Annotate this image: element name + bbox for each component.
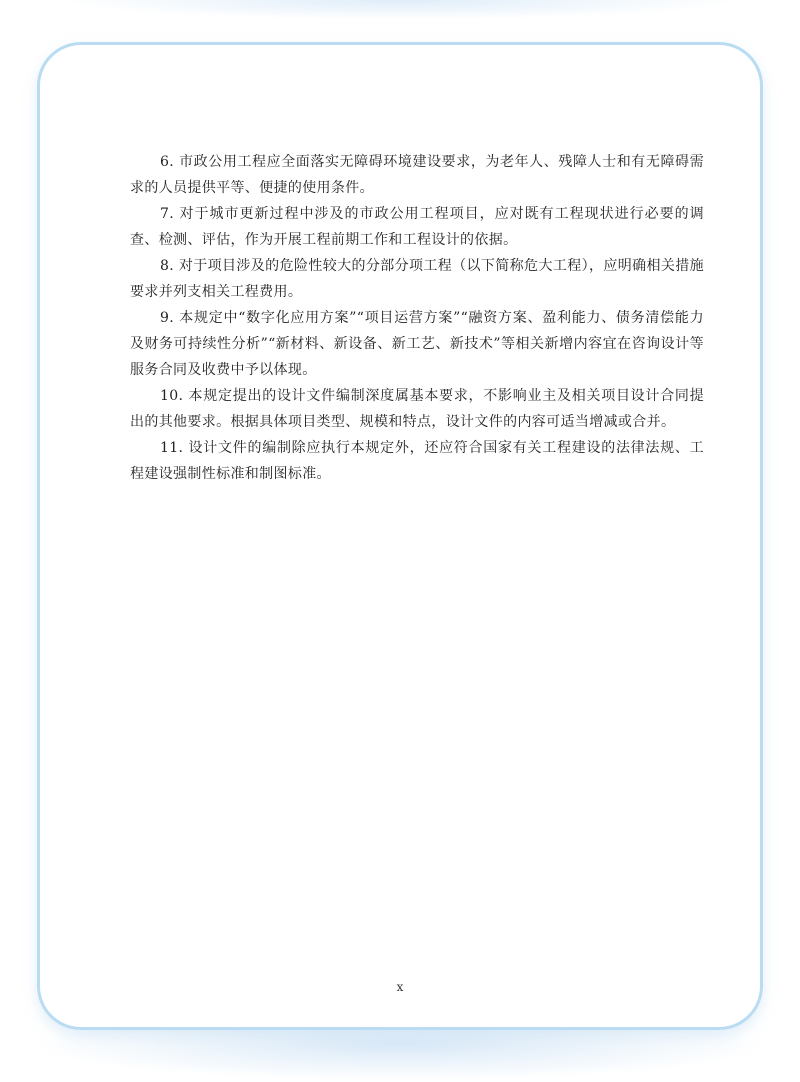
- paragraph-6: 6. 市政公用工程应全面落实无障碍环境建设要求，为老年人、残障人士和有无障碍需求的人员提供平等、便捷的使用条件。: [130, 154, 704, 196]
- page-number: x: [396, 980, 404, 994]
- document-page: [37, 42, 763, 1030]
- background-glow-top: [60, 0, 740, 20]
- paragraph-11: 11. 设计文件的编制除应执行本规定外，还应符合国家有关工程建设的法律法规、工程建设强制性标准和制图标准。: [130, 440, 704, 482]
- paragraph-7: 7. 对于城市更新过程中涉及的市政公用工程项目，应对既有工程现状进行必要的调查、检测、评估，作为开展工程前期工作和工程设计的依据。: [130, 206, 704, 248]
- document-body: [130, 149, 704, 487]
- paragraph-8: 8. 对于项目涉及的危险性较大的分部分项工程（以下简称危大工程），应明确相关措施要求并列支相关工程费用。: [130, 258, 704, 300]
- paragraph-9: 9. 本规定中“数字化应用方案”“项目运营方案”“融资方案、盈利能力、债务清偿能力及财务可持续性分析”“新材料、新设备、新工艺、新技术”等相关新增内容宜在咨询设计等服务合同及收费中予以体现。: [130, 310, 704, 378]
- paragraph-10: 10. 本规定提出的设计文件编制深度属基本要求，不影响业主及相关项目设计合同提出的其他要求。根据具体项目类型、规模和特点，设计文件的内容可适当增减或合并。: [130, 388, 704, 430]
